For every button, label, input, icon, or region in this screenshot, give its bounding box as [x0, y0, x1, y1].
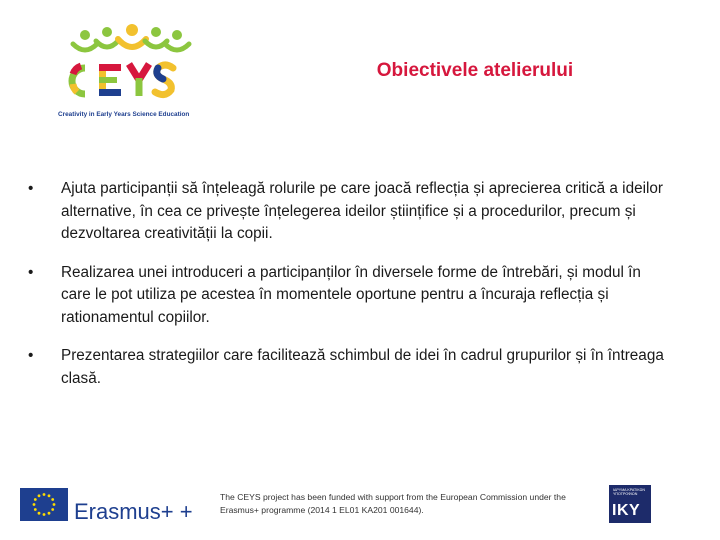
iky-small-text: ΙΔΡΥΜΑ ΚΡΑΤΙΚΩΝ ΥΠΟΤΡΟΦΙΩΝ	[613, 488, 645, 496]
erasmus-logo	[20, 488, 210, 528]
objective-text: Ajuta participanții să înțeleagă rolurile pe care joacă reflecția și aprecierea critică a ideilor alternative, în cea ce privește înțelegerea ideilor științifice și a procedurilor, precum și dezvoltarea creativității la copii.	[61, 180, 663, 242]
objective-item	[28, 345, 673, 390]
objective-item	[28, 178, 673, 246]
slide-title: Obiectivele atelierului	[376, 60, 574, 81]
iky-label: IKY	[612, 502, 641, 519]
ceys-logo	[55, 22, 215, 122]
bullet-icon: •	[28, 263, 34, 281]
iky-logo	[609, 485, 651, 523]
objective-text: Realizarea unei introduceri a participanților în diversele forme de întrebări, și modul în care le pot utiliza pe acestea în momentele oportune pentru a încuraja reflecția și rationamentul copiilor.	[61, 263, 641, 326]
objective-item	[28, 262, 673, 330]
erasmus-label: Erasmus+ +	[74, 499, 193, 524]
bullet-icon: •	[28, 180, 34, 197]
funding-disclaimer: The CEYS project has been funded with support from the European Commission under the Erasmus+ programme (2014 1 EL01 KA201 001644).	[220, 492, 566, 515]
objectives-list	[28, 178, 673, 406]
bullet-icon: •	[28, 347, 34, 364]
objective-text: Prezentarea strategiilor care facilitează schimbul de idei în cadrul grupurilor și în întreaga clasă.	[61, 347, 664, 387]
logo-tagline: Creativity in Early Years Science Education	[58, 111, 190, 118]
eu-flag-icon	[20, 488, 68, 521]
ceys-logo-graphic	[55, 22, 215, 112]
